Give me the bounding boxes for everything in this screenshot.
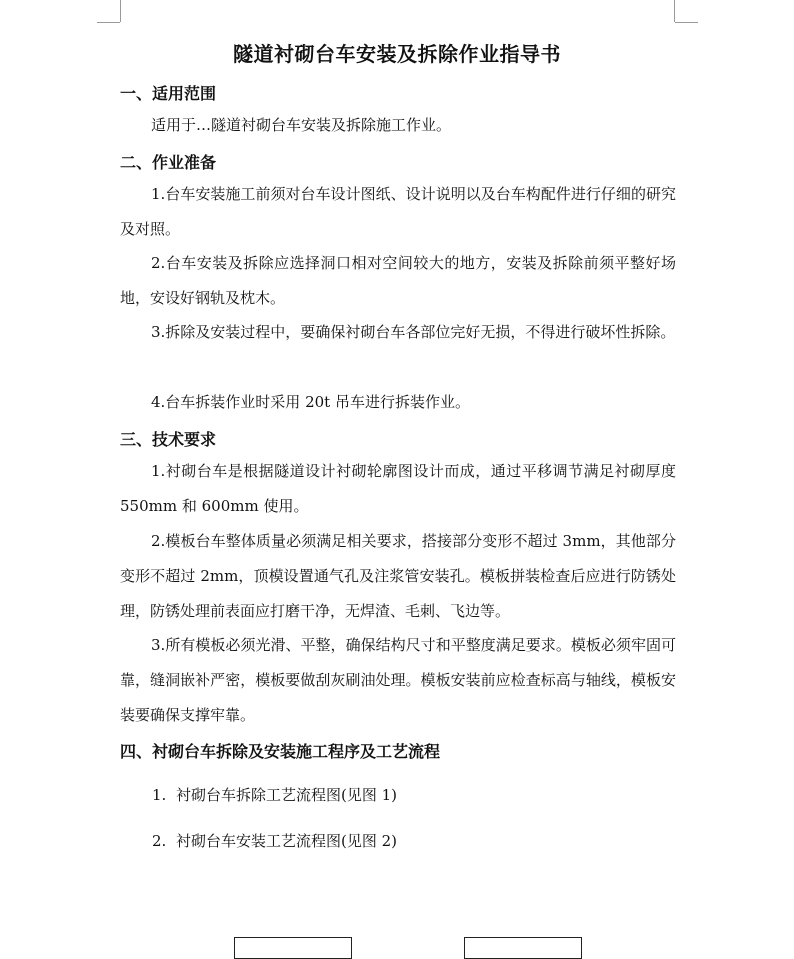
paragraph: 2.模板台车整体质量必须满足相关要求，搭接部分变形不超过 3mm，其他部分变形不超过 2mm，顶模设置通气孔及注浆管安装孔。模板拼装检查后应进行防锈处理，防锈处理前表面应打磨干净，无焊渣、毛刺、飞边等。 xyxy=(120,532,676,620)
flowchart-box xyxy=(464,937,582,959)
crop-mark xyxy=(674,0,675,22)
section-heading: 三、技术要求 xyxy=(120,430,217,449)
list-item xyxy=(152,830,397,851)
paragraph: 3.所有模板必须光滑、平整，确保结构尺寸和平整度满足要求。模板必须牢固可靠，缝洞嵌补严密，模板要做刮灰刷油处理。模板安装前应检查标高与轴线，模板安装要确保支撑牢靠。 xyxy=(120,636,676,724)
section-heading: 二、作业准备 xyxy=(120,153,217,172)
paragraph: 1.衬砌台车是根据隧道设计衬砌轮廓图设计而成，通过平移调节满足衬砌厚度 550mm 和 600mm 使用。 xyxy=(120,462,676,515)
section-heading: 一、适用范围 xyxy=(120,84,217,103)
crop-mark xyxy=(97,22,120,23)
paragraph: 适用于…隧道衬砌台车安装及拆除施工作业。 xyxy=(151,116,452,134)
flowchart-box xyxy=(234,937,352,959)
document-title: 隧道衬砌台车安装及拆除作业指导书 xyxy=(233,42,561,66)
crop-mark xyxy=(120,0,121,22)
paragraph: 4.台车拆装作业时采用 20t 吊车进行拆装作业。 xyxy=(151,393,470,411)
list-item xyxy=(152,784,397,805)
list-item-text: 衬砌台车拆除工艺流程图(见图 1) xyxy=(176,786,398,804)
paragraph: 3.拆除及安装过程中，要确保衬砌台车各部位完好无损，不得进行破坏性拆除。 xyxy=(151,323,676,341)
list-item-number: 2. xyxy=(152,832,167,850)
paragraph: 1.台车安装施工前须对台车设计图纸、设计说明以及台车构配件进行仔细的研究及对照。 xyxy=(120,185,676,238)
list-item-number: 1. xyxy=(152,786,167,804)
paragraph: 2.台车安装及拆除应选择洞口相对空间较大的地方，安装及拆除前须平整好场地，安设好钢轨及枕木。 xyxy=(120,254,676,307)
crop-mark xyxy=(675,22,698,23)
list-item-text: 衬砌台车安装工艺流程图(见图 2) xyxy=(176,832,398,850)
section-heading: 四、衬砌台车拆除及安装施工程序及工艺流程 xyxy=(120,742,441,761)
